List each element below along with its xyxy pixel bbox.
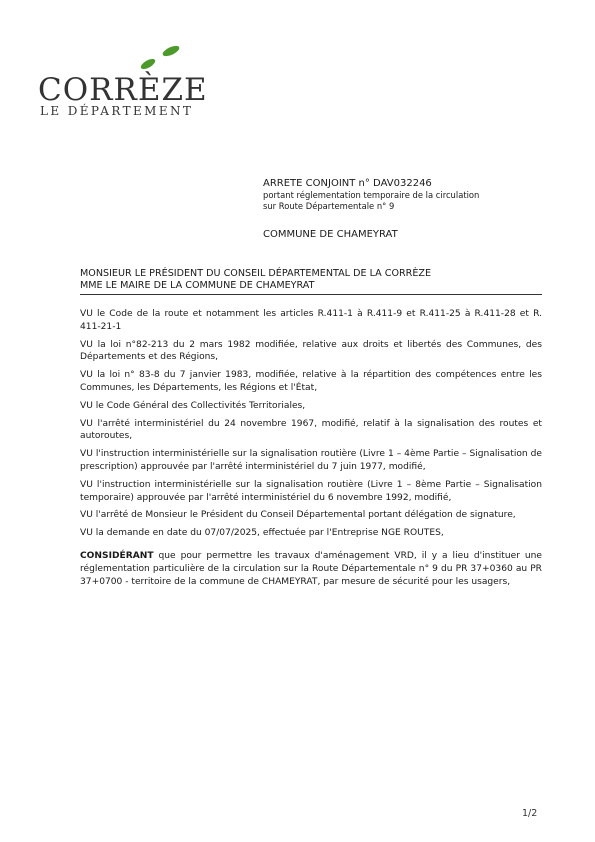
vu-item: VU l'instruction interministérielle sur la signalisation routière (Livre 1 – 8ème Partie – Signalisation temporaire) approuvée par l'arrêté interministériel du 6 novembre 1992, modifié, (80, 479, 542, 503)
vu-item: VU la demande en date du 07/07/2025, effectuée par l'Entreprise NGE ROUTES, (80, 528, 444, 539)
authorities-block (80, 268, 542, 295)
considerant-paragraph (80, 550, 542, 589)
vu-item: VU la loi n°82-213 du 2 mars 1982 modifiée, relative aux droits et libertés des Communes, des Départements et des Régions, (80, 339, 542, 363)
vu-list (80, 308, 542, 545)
considerant-text: que pour permettre les travaux d'aménagement VRD, il y a lieu d'instituer une réglementation particulière de la circulation sur la Route Départementale n° 9 du PR 37+0360 au PR 37+0700 - territoire de la commune de CHAMEYRAT, par mesure de sécurité pour les usagers, (80, 551, 542, 587)
authority-president: MONSIEUR LE PRÉSIDENT DU CONSEIL DÉPARTEMENTAL DE LA CORRÈZE (80, 268, 432, 279)
logo-name: CORRÈZE (38, 72, 208, 108)
considerant-keyword: CONSIDÉRANT (80, 551, 154, 561)
vu-item: VU le Code de la route et notamment les articles R.411-1 à R.411-9 et R.411-25 à R.411-28 et R. 411-21-1 (80, 309, 542, 332)
vu-item: VU le Code Général des Collectivités Territoriales, (80, 400, 306, 411)
vu-item: VU la loi n° 83-8 du 7 janvier 1983, modifiée, relative à la répartition des compétences entre les Communes, les Départements, les Régions et l'État, (80, 370, 542, 393)
arrete-header (263, 178, 553, 212)
correze-logo (38, 42, 208, 118)
arrete-title: ARRETE CONJOINT n° DAV032246 (263, 178, 432, 189)
logo-subtitle: LE DÉPARTEMENT (40, 104, 194, 118)
vu-item: VU l'instruction interministérielle sur la signalisation routière (Livre 1 – 4ème Partie – Signalisation de prescription) approuvée par l'arrêté interministériel du 7 juin 1977, modifié, (80, 449, 542, 472)
vu-item: VU l'arrêté de Monsieur le Président du Conseil Départemental portant délégation de signature, (80, 510, 516, 521)
leaves-icon (134, 42, 194, 72)
page-number: 1/2 (522, 808, 538, 819)
authority-maire: MME LE MAIRE DE LA COMMUNE DE CHAMEYRAT (80, 280, 315, 291)
commune-name: COMMUNE DE CHAMEYRAT (263, 229, 398, 240)
vu-item: VU l'arrêté interministériel du 24 novembre 1967, modifié, relatif à la signalisation des routes et autoroutes, (80, 418, 542, 442)
arrete-subtitle-line: sur Route Départementale n° 9 (263, 201, 395, 211)
arrete-subtitle-line: portant réglementation temporaire de la circulation (263, 190, 480, 200)
